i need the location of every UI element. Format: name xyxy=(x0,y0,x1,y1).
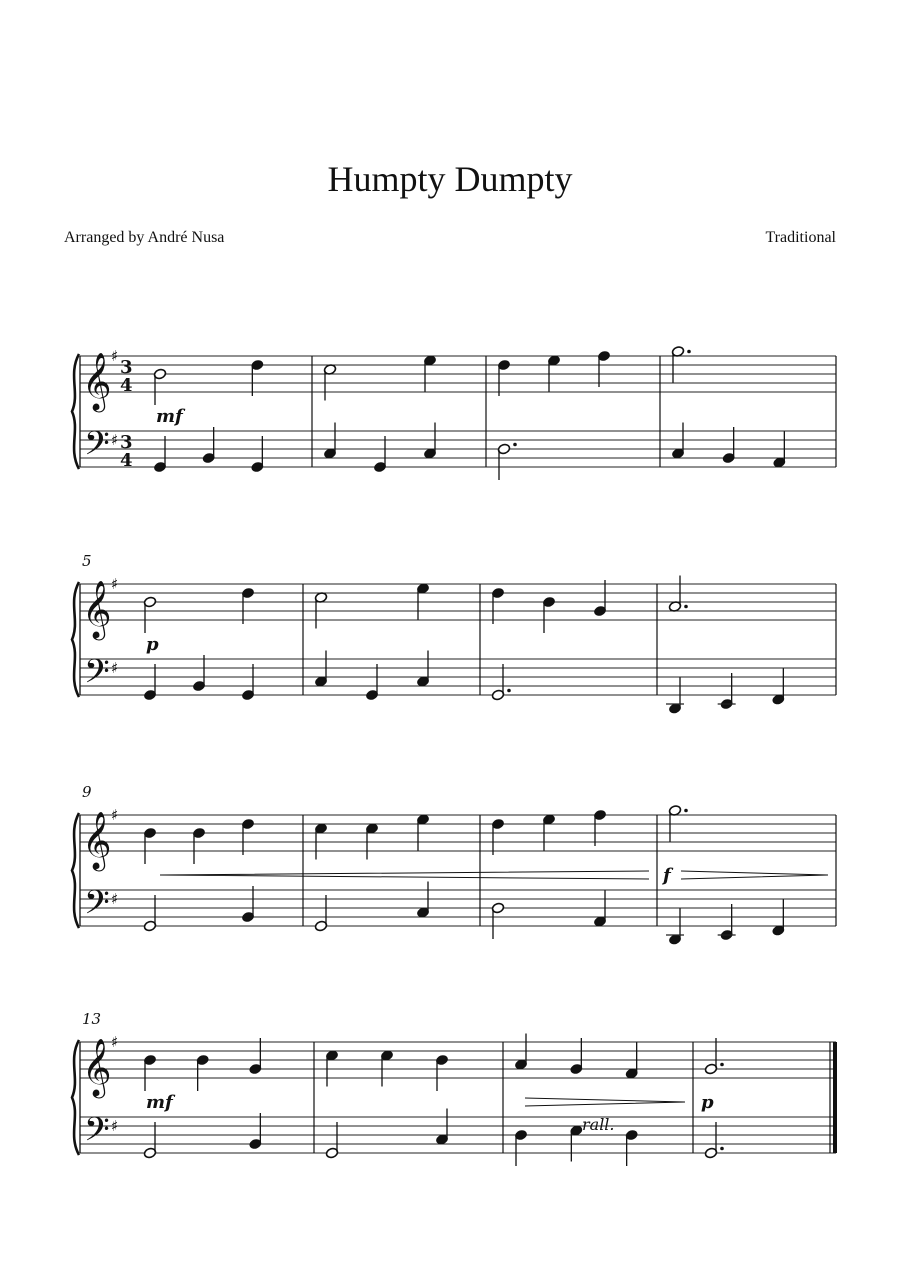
quarter-note xyxy=(514,1129,527,1166)
bass-clef-icon: 𝄢 xyxy=(84,653,110,699)
augmentation-dot xyxy=(687,350,691,354)
half-note xyxy=(314,895,327,932)
bass-clef-icon: 𝄢 xyxy=(84,1111,110,1157)
quarter-note xyxy=(251,436,264,473)
quarter-note xyxy=(542,596,555,633)
quarter-note xyxy=(241,587,254,624)
dotted-half-note xyxy=(671,346,690,383)
quarter-note xyxy=(772,669,785,706)
sharp-icon: ♯ xyxy=(111,431,119,449)
quarter-note xyxy=(570,1038,583,1075)
measure-number: 9 xyxy=(82,783,92,801)
treble-clef-icon: 𝄞 xyxy=(82,352,112,410)
quarter-note xyxy=(542,814,555,851)
quarter-note xyxy=(593,891,606,928)
quarter-note xyxy=(772,900,785,937)
bass-clef-icon: 𝄢 xyxy=(84,884,110,930)
dotted-half-note xyxy=(668,805,687,842)
quarter-note xyxy=(241,664,254,701)
bass-clef-icon: 𝄢 xyxy=(84,425,110,471)
half-note xyxy=(314,592,327,629)
quarter-note xyxy=(314,823,327,860)
treble-staff xyxy=(80,1042,836,1078)
quarter-note xyxy=(365,823,378,860)
quarter-note xyxy=(416,651,429,688)
augmentation-dot xyxy=(513,443,517,447)
dynamic-marking: p xyxy=(701,1092,714,1113)
half-note xyxy=(143,1122,156,1159)
quarter-note xyxy=(373,436,386,473)
sharp-icon: ♯ xyxy=(111,1033,119,1051)
augmentation-dot xyxy=(720,1147,724,1151)
quarter-note xyxy=(668,678,681,715)
measure-number: 13 xyxy=(82,1010,102,1028)
quarter-note xyxy=(671,423,684,460)
treble-clef-icon: 𝄞 xyxy=(82,811,112,869)
quarter-note xyxy=(323,423,336,460)
diminuendo-hairpin xyxy=(681,871,828,879)
composer-credit: Traditional xyxy=(765,229,836,246)
sharp-icon: ♯ xyxy=(111,806,119,824)
bass-staff xyxy=(80,890,836,926)
half-note xyxy=(143,895,156,932)
crescendo-hairpin xyxy=(160,871,649,879)
dynamic-marking: mf xyxy=(146,1092,173,1113)
half-note xyxy=(153,368,166,405)
quarter-note xyxy=(773,432,786,469)
quarter-note xyxy=(514,1034,527,1071)
augmentation-dot xyxy=(507,689,511,693)
quarter-note xyxy=(423,355,436,392)
treble-clef-icon: 𝄞 xyxy=(82,580,112,638)
quarter-note xyxy=(192,655,205,692)
quarter-note xyxy=(491,587,504,624)
dotted-half-note xyxy=(497,443,516,480)
time-signature-top: 3 xyxy=(120,357,133,378)
time-signature-bottom: 4 xyxy=(120,450,133,471)
quarter-note xyxy=(202,427,215,464)
sharp-icon: ♯ xyxy=(111,890,119,908)
quarter-note xyxy=(249,1113,262,1150)
quarter-note xyxy=(416,583,429,620)
quarter-note xyxy=(423,423,436,460)
dotted-half-note xyxy=(668,576,687,613)
half-note xyxy=(325,1122,338,1159)
augmentation-dot xyxy=(720,1063,724,1067)
diminuendo-hairpin xyxy=(525,1098,685,1106)
sharp-icon: ♯ xyxy=(111,1117,119,1135)
quarter-note xyxy=(196,1054,209,1091)
brace-icon xyxy=(72,1040,79,1155)
quarter-note xyxy=(241,886,254,923)
dynamic-marking: mf xyxy=(156,406,183,427)
augmentation-dot xyxy=(684,605,688,609)
final-barline-thick xyxy=(833,1042,837,1153)
sharp-icon: ♯ xyxy=(111,575,119,593)
bass-staff xyxy=(80,659,836,695)
tempo-text: rall. xyxy=(582,1115,615,1134)
quarter-note xyxy=(597,350,610,387)
quarter-note xyxy=(416,814,429,851)
half-note xyxy=(143,596,156,633)
quarter-note xyxy=(143,827,156,864)
quarter-note xyxy=(625,1043,638,1080)
quarter-note xyxy=(668,909,681,946)
quarter-note xyxy=(435,1054,448,1091)
quarter-note xyxy=(625,1129,638,1166)
quarter-note xyxy=(380,1050,393,1087)
quarter-note xyxy=(593,809,606,846)
quarter-note xyxy=(722,427,735,464)
quarter-note xyxy=(325,1050,338,1087)
quarter-note xyxy=(249,1038,262,1075)
half-note xyxy=(491,902,504,939)
time-signature-top: 3 xyxy=(120,432,133,453)
treble-clef-icon: 𝄞 xyxy=(82,1038,112,1096)
quarter-note xyxy=(416,882,429,919)
quarter-note xyxy=(143,1054,156,1091)
arranger-credit: Arranged by André Nusa xyxy=(64,229,225,246)
quarter-note xyxy=(192,827,205,864)
brace-icon xyxy=(72,582,79,697)
time-signature-bottom: 4 xyxy=(120,375,133,396)
brace-icon xyxy=(72,354,79,469)
dynamic-marking: f xyxy=(663,865,671,886)
quarter-note xyxy=(547,355,560,392)
sharp-icon: ♯ xyxy=(111,659,119,677)
page-title: Humpty Dumpty xyxy=(327,159,573,199)
quarter-note xyxy=(435,1109,448,1146)
brace-icon xyxy=(72,813,79,928)
half-note xyxy=(323,364,336,401)
quarter-note xyxy=(314,651,327,688)
dynamic-marking: p xyxy=(146,634,159,655)
quarter-note xyxy=(241,818,254,855)
treble-staff xyxy=(80,584,836,620)
quarter-note xyxy=(497,359,510,396)
quarter-note xyxy=(491,818,504,855)
sharp-icon: ♯ xyxy=(111,347,119,365)
quarter-note xyxy=(143,664,156,701)
quarter-note xyxy=(593,580,606,617)
quarter-note xyxy=(365,664,378,701)
quarter-note xyxy=(153,436,166,473)
measure-number: 5 xyxy=(82,552,92,570)
bass-staff xyxy=(80,431,836,467)
augmentation-dot xyxy=(684,809,688,813)
quarter-note xyxy=(251,359,264,396)
treble-staff xyxy=(80,356,836,392)
